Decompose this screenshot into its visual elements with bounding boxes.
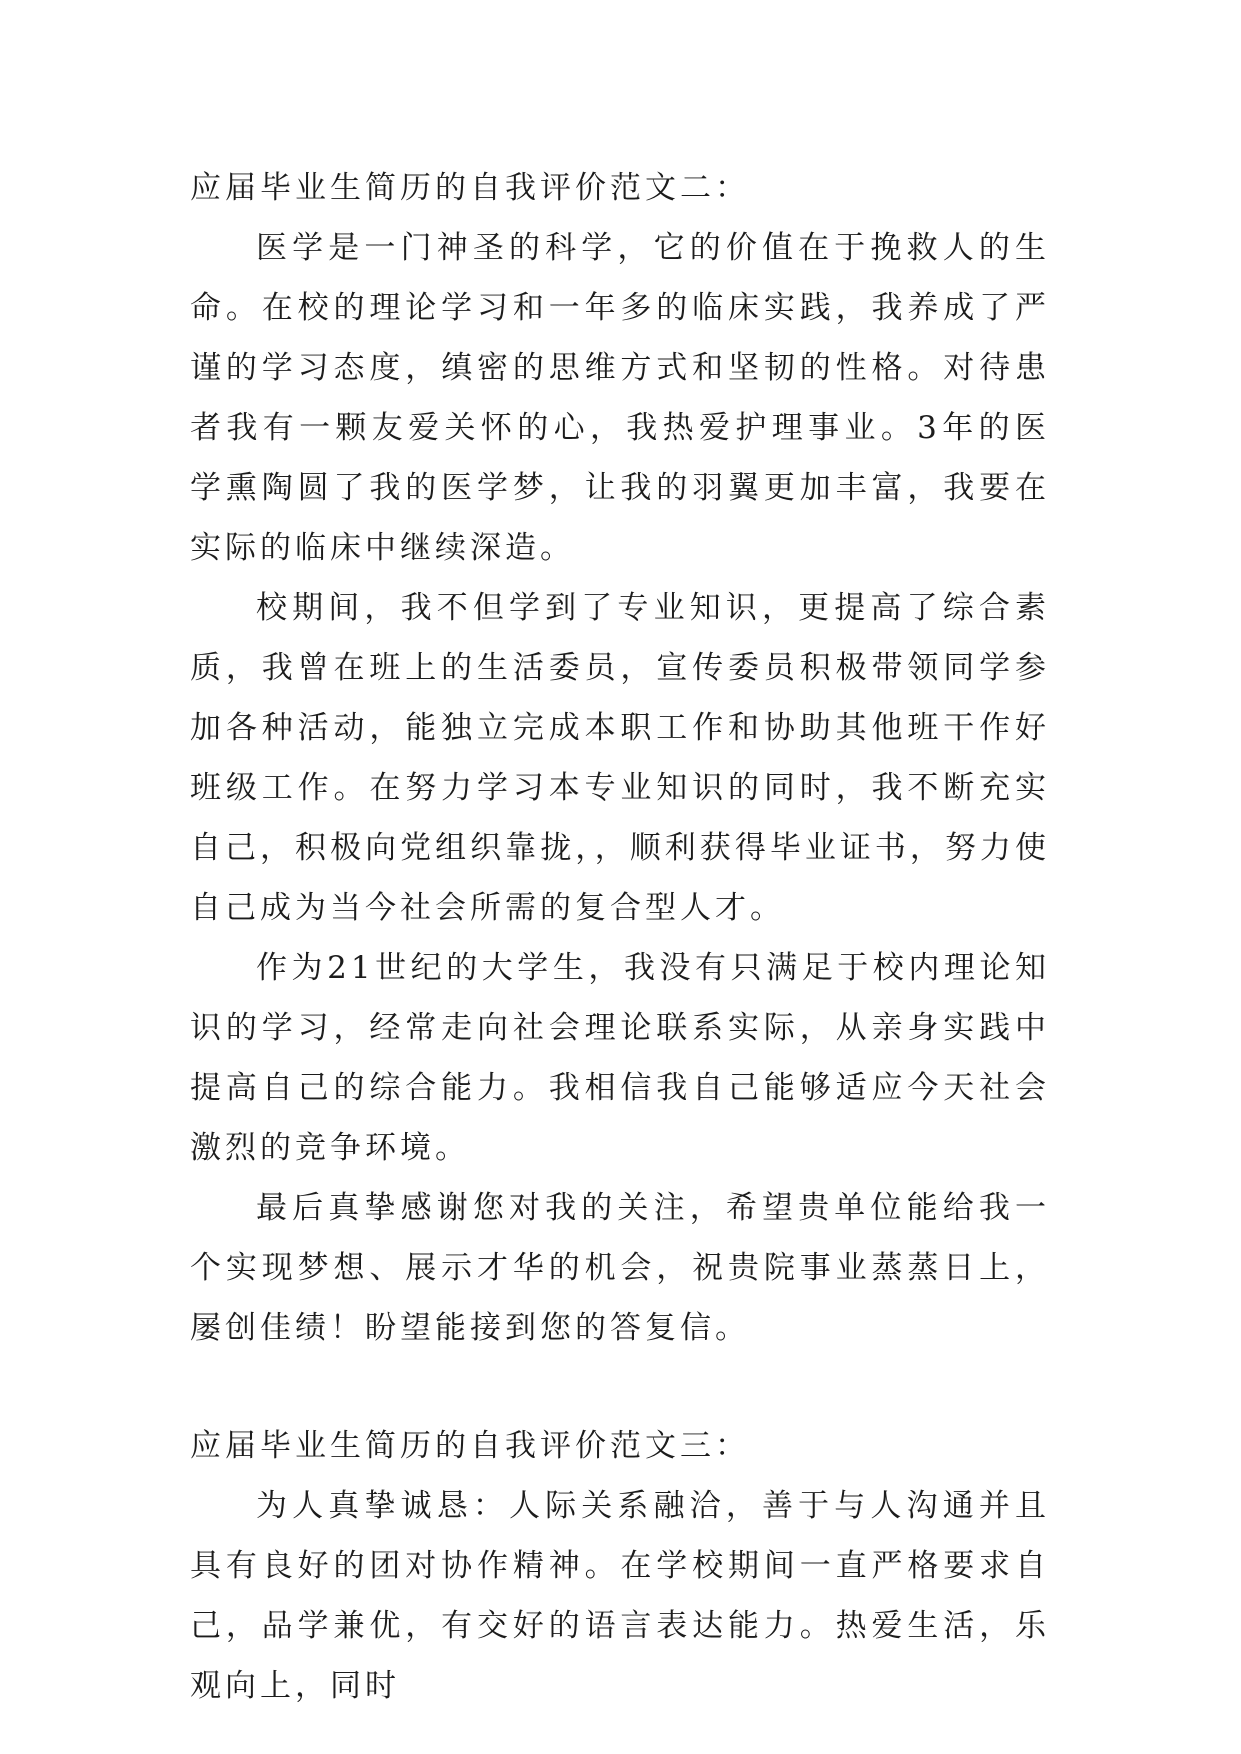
section-spacer	[190, 1358, 1050, 1416]
document-body	[190, 158, 1050, 1716]
section-heading-2: 应届毕业生简历的自我评价范文二：	[190, 170, 750, 206]
paragraph: 为人真挚诚恳：人际关系融洽，善于与人沟通并且具有良好的团对协作精神。在学校期间一直严格要求自己，品学兼优，有交好的语言表达能力。热爱生活，乐观向上，同时	[190, 1488, 1050, 1704]
paragraph: 最后真挚感谢您对我的关注，希望贵单位能给我一个实现梦想、展示才华的机会，祝贵院事业蒸蒸日上，屡创佳绩！盼望能接到您的答复信。	[190, 1190, 1050, 1346]
paragraph: 校期间，我不但学到了专业知识，更提高了综合素质，我曾在班上的生活委员，宣传委员积极带领同学参加各种活动，能独立完成本职工作和协助其他班干作好班级工作。在努力学习本专业知识的同时，我不断充实自己，积极向党组织靠拢，，顺利获得毕业证书，努力使自己成为当今社会所需的复合型人才。	[190, 590, 1050, 926]
paragraph: 作为21世纪的大学生，我没有只满足于校内理论知识的学习，经常走向社会理论联系实际，从亲身实践中提高自己的综合能力。我相信我自己能够适应今天社会激烈的竞争环境。	[190, 950, 1050, 1166]
paragraph: 医学是一门神圣的科学，它的价值在于挽救人的生命。在校的理论学习和一年多的临床实践，我养成了严谨的学习态度，缜密的思维方式和坚韧的性格。对待患者我有一颗友爱关怀的心，我热爱护理事业。3年的医学熏陶圆了我的医学梦，让我的羽翼更加丰富，我要在实际的临床中继续深造。	[190, 230, 1050, 566]
section-heading-3: 应届毕业生简历的自我评价范文三：	[190, 1428, 750, 1464]
